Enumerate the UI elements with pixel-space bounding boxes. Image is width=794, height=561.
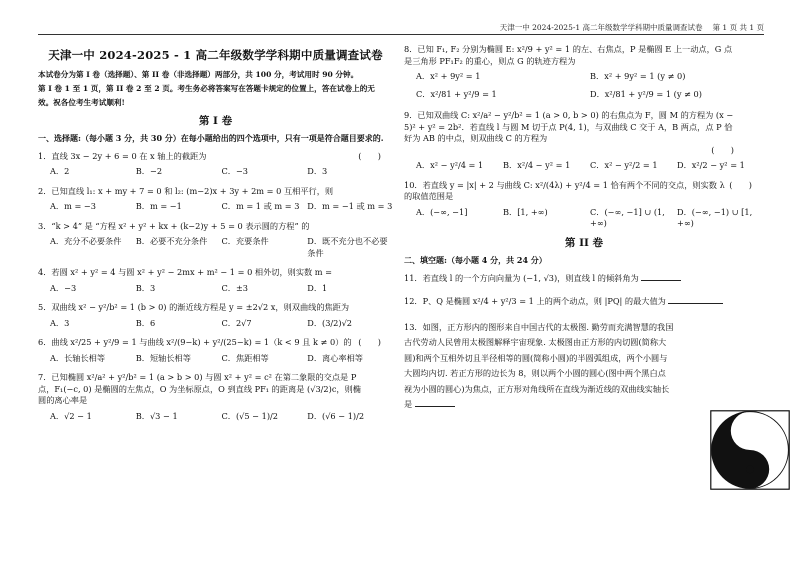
option: C．x² − y²/2 = 1 xyxy=(590,160,658,170)
answer-paren: ( ) xyxy=(729,179,752,190)
question-stem: 7．已知椭圆 x²/a² + y²/b² = 1 (a > b > 0) 与圆 x² + y² = c² 在第二象限的交点是 P 点，F₁(−c, 0) 是椭圆的左焦点，O 为坐标原点，O 到直线 PF₁ 的距离是 (√3/2)c，则椭圆的离心率是 xyxy=(38,372,361,405)
volume-1-title: 第 I 卷 xyxy=(198,114,233,127)
options-10 xyxy=(416,207,764,230)
option: A．−3 xyxy=(50,282,77,293)
options-5 xyxy=(50,318,393,330)
question-stem: 12．P、Q 是椭圆 x²/4 + y²/3 = 1 上的两个动点，则 |PQ| 的最大值为 xyxy=(404,296,666,306)
right-column xyxy=(404,44,764,417)
question-stem: 11．若直线 l 的一个方向向量为 (−1, √3)，则直线 l 的倾斜角为 xyxy=(404,272,639,283)
question-stem: 13．如图，正方形内的图形来自中国古代的太极图. 勤劳而充满智慧的我国古代劳动人民曾用太极图解释宇宙现象. 太极图由正方形的内切圆(简称大圆)和两个互相外切且半径相等的圆(简称小圆)的半圆弧组成，两个小圆与大圆均内切. 若正方形的边长为 8，则以两个小圆的圆心(图中两个黑白点视为小圆的圆心)为焦点，正方形对角线所在直线为渐近线的双曲线实轴长是 xyxy=(404,321,674,409)
left-column xyxy=(38,44,393,430)
options-1 xyxy=(50,166,393,178)
options-6 xyxy=(50,353,393,365)
option: A．2 xyxy=(50,166,70,176)
option: C．x²/81 + y²/9 = 1 xyxy=(416,88,497,99)
question-stem: 4．若圆 x² + y² = 4 与圆 x² + y² − 2mx + m² − 1 = 0 相外切，则实数 m = xyxy=(38,267,333,277)
options-3 xyxy=(50,236,393,259)
question-8 xyxy=(404,44,764,67)
option: A．3 xyxy=(50,317,70,328)
question-6 xyxy=(38,337,393,349)
option: B．m = −1 xyxy=(135,201,182,211)
notice-line-2: 第 I 卷 1 至 1 页，第 II 卷 2 至 2 页。考生务必将答案写在答题卡规定的位置上，答在试卷上的无 xyxy=(38,83,375,93)
options-2 xyxy=(50,201,393,213)
answer-blank[interactable] xyxy=(668,303,723,304)
options-7 xyxy=(50,411,393,423)
section-1-title: 一、选择题:（每小题 3 分，共 30 分）在每小题给出的四个选项中，只有一项是符合题目要求的. xyxy=(38,133,384,143)
header-title: 天津一中 2024-2025-1 高二年级数学学科期中质量调查试卷 xyxy=(499,23,703,32)
question-4 xyxy=(38,267,393,279)
option: B．√3 − 1 xyxy=(135,410,178,421)
option: C．(−∞, −1] ∪ (1, +∞) xyxy=(590,206,665,228)
options-4 xyxy=(50,283,393,295)
question-1 xyxy=(38,151,393,163)
question-13 xyxy=(404,320,764,413)
option: D．(−∞, −1) ∪ [1, +∞) xyxy=(677,206,753,228)
question-stem: 2．已知直线 l₁: x + my + 7 = 0 和 l₂: (m−2)x + 3y + 2m = 0 互相平行，则 xyxy=(38,185,334,196)
option: A．x² − y²/4 = 1 xyxy=(416,160,484,170)
volume-2-title: 第 II 卷 xyxy=(564,236,604,249)
question-stem: 6．曲线 x²/25 + y²/9 = 1 与曲线 x²/(9−k) + y²/(25−k) = 1（k < 9 且 k ≠ 0）的 xyxy=(38,337,352,347)
answer-blank[interactable] xyxy=(415,406,455,407)
option: C．m = 1 或 m = 3 xyxy=(221,201,300,211)
question-3 xyxy=(38,221,393,233)
header-divider xyxy=(38,34,764,35)
option: D．1 xyxy=(307,282,328,293)
option: D．x²/2 − y² = 1 xyxy=(677,160,745,170)
answer-paren: ( ) xyxy=(711,144,734,155)
option: A．x² + 9y² = 1 xyxy=(416,71,481,81)
option: D．m = −1 或 m = 3 xyxy=(307,201,393,211)
options-9 xyxy=(416,160,764,172)
notice-line-1: 本试卷分为第 I 卷（选择题）、第 II 卷（非选择题）两部分，共 100 分，考试用时 90 分钟。 xyxy=(38,69,359,79)
white-dot xyxy=(746,427,754,435)
header-page: 第 1 页 共 1 页 xyxy=(712,23,764,32)
option: C．焦距相等 xyxy=(221,352,269,363)
option: B．x² + 9y² = 1 (y ≠ 0) xyxy=(590,71,686,81)
option: A．(−∞, −1] xyxy=(416,206,468,217)
answer-paren: ( ) xyxy=(358,150,381,161)
notice xyxy=(38,68,393,110)
question-stem: 10．若直线 y = |x| + 2 与曲线 C: x²/(4λ) + y²/4 = 1 恰有两个不同的交点，则实数 λ 的取值范围是 xyxy=(404,179,725,201)
option: C．(√5 − 1)/2 xyxy=(221,410,279,421)
black-dot xyxy=(746,465,754,473)
option: B．−2 xyxy=(135,166,163,176)
option: D．x²/81 + y²/9 = 1 (y ≠ 0) xyxy=(590,88,702,99)
question-11 xyxy=(404,273,764,285)
taiji-figure xyxy=(710,410,790,490)
option: C．−3 xyxy=(221,166,249,176)
question-12 xyxy=(404,296,764,308)
option: D．(3/2)√2 xyxy=(307,317,352,328)
section-2-title: 二、填空题:（每小题 4 分，共 24 分） xyxy=(404,255,547,265)
option: A．充分不必要条件 xyxy=(50,236,122,246)
page-header xyxy=(500,22,764,33)
question-5 xyxy=(38,302,393,314)
options-8 xyxy=(416,71,764,100)
question-stem: 5．双曲线 x² − y²/b² = 1 (b > 0) 的渐近线方程是 y = ±2√2 x，则双曲线的焦距为 xyxy=(38,302,350,312)
option: A．m = −3 xyxy=(50,201,96,211)
question-stem: 9．已知双曲线 C: x²/a² − y²/b² = 1 (a > 0, b > 0) 的右焦点为 F，圆 M 的方程为 (x − 5)² + y² = 2b²．若直线 l 与圆 M 切于点 P(4, 1)，与双曲线 C 交于 A，B 两点，点 P 恰好为 AB 的中点，则双曲线 C 的方程为 xyxy=(404,110,734,143)
option: B．[1, +∞) xyxy=(503,206,548,217)
option: A．长轴长相等 xyxy=(50,352,106,363)
question-stem: 1．直线 3x − 2y + 6 = 0 在 x 轴上的截距为 xyxy=(38,150,207,161)
option: D．(√6 − 1)/2 xyxy=(307,410,365,421)
option: C．2√7 xyxy=(221,317,252,328)
option: C．充要条件 xyxy=(221,236,269,246)
question-9 xyxy=(404,110,764,156)
notice-line-3: 效。祝各位考生考试顺利! xyxy=(38,97,125,107)
option: D．离心率相等 xyxy=(307,352,363,363)
option: B．3 xyxy=(135,282,156,293)
option: A．√2 − 1 xyxy=(50,410,92,421)
question-2 xyxy=(38,186,393,198)
option: B．6 xyxy=(135,317,156,328)
option: B．短轴长相等 xyxy=(135,352,191,363)
question-7 xyxy=(38,372,393,407)
option: D．3 xyxy=(307,166,328,176)
answer-paren: ( ) xyxy=(358,337,381,347)
option: B．必要不充分条件 xyxy=(135,236,208,246)
option: C．±3 xyxy=(221,282,249,293)
question-stem: 3．“k > 4” 是 “方程 x² + y² + kx + (k−2)y + 5 = 0 表示圆的方程” 的 xyxy=(38,220,310,231)
answer-blank[interactable] xyxy=(641,280,681,281)
option: B．x²/4 − y² = 1 xyxy=(503,160,571,170)
question-10 xyxy=(404,180,764,203)
question-stem: 8．已知 F₁, F₂ 分别为椭圆 E: x²/9 + y² = 1 的左、右焦点，P 是椭圆 E 上一动点，G 点是三角形 PF₁F₂ 的重心，则点 G 的轨迹方程为 xyxy=(404,44,733,66)
option: D．既不充分也不必要条件 xyxy=(307,236,388,258)
exam-title: 天津一中 2024-2025 - 1 高二年级数学学科期中质量调查试卷 xyxy=(48,48,383,62)
